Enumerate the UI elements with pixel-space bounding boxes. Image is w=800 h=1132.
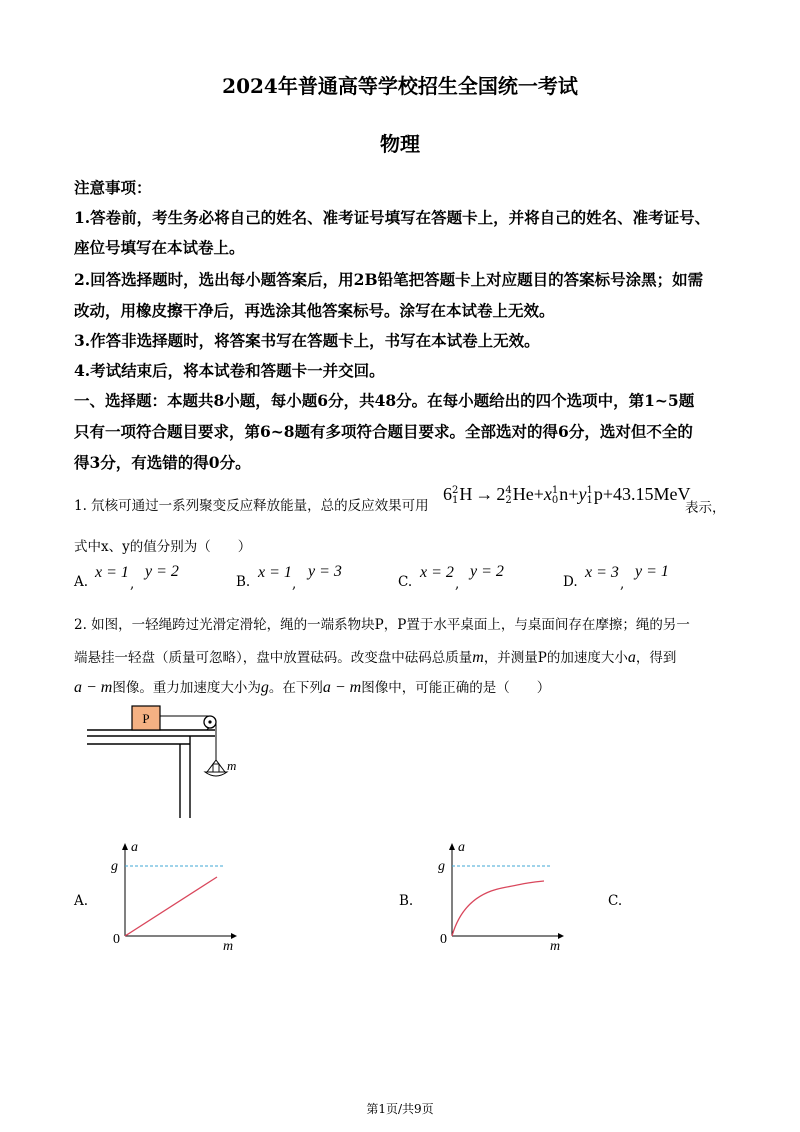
- q1-option-d-comma: ,: [620, 576, 625, 592]
- notice-item-2-line-1: 2.回答选择题时，选出每小题答案后，用2B铅笔把答题卡上对应题目的答案标号涂黑；如需: [74, 270, 704, 289]
- g-label: g: [111, 859, 118, 874]
- q2-line-1: 2. 如图，一轻绳跨过光滑定滑轮，绳的一端系物块P，P置于水平桌面上，与桌面间存在摩擦；绳的另一: [74, 617, 690, 633]
- q1-suffix: 表示，: [685, 500, 726, 516]
- q1-option-a-label: A.: [74, 574, 89, 590]
- pan-icon: [205, 772, 227, 776]
- axis-y-label: a: [131, 840, 138, 855]
- q1-option-b-comma: ,: [292, 576, 297, 592]
- section-1-line-2: 只有一项符合题目要求，第6~8题有多项符合题目要求。全部选对的得6分，选对但不全的: [74, 422, 693, 441]
- q1-option-c-x: x = 2: [420, 564, 454, 581]
- q2-pulley-figure: [85, 700, 265, 825]
- notice-heading: 注意事项：: [74, 178, 152, 197]
- q1-option-a-y: y = 2: [145, 563, 179, 580]
- block-p-label: P: [142, 711, 150, 726]
- notice-item-3: 3.作答非选择题时，将答案书写在答题卡上，书写在本试卷上无效。: [74, 331, 540, 350]
- q1-option-a-x: x = 1: [95, 564, 129, 581]
- q1-option-d-label: D.: [563, 574, 578, 590]
- q2-graph-b: [432, 838, 567, 953]
- q1-option-c-label: C.: [398, 574, 413, 590]
- q1-prefix: 1. 氘核可通过一系列聚变反应释放能量，总的反应效果可用: [74, 498, 429, 514]
- weight-icon: [213, 764, 219, 772]
- section-1-line-3: 得3分，有选错的得0分。: [74, 453, 251, 472]
- q1-line-2: 式中x、y的值分别为（ ）: [74, 539, 252, 555]
- g-label: g: [438, 859, 445, 874]
- q2-option-a-label: A.: [74, 893, 89, 909]
- notice-item-2-line-2: 改动，用橡皮擦干净后，再选涂其他答案标号。涂写在本试卷上无效。: [74, 301, 555, 320]
- axis-y-label: a: [458, 840, 465, 855]
- q1-option-d-y: y = 1: [635, 563, 669, 580]
- q1-option-d-x: x = 3: [585, 564, 619, 581]
- q1-option-b-label: B.: [236, 574, 251, 590]
- notice-item-1-line-2: 座位号填写在本试卷上。: [74, 238, 245, 257]
- q2-line-3: a − m图像。重力加速度大小为g。在下列a − m图像中，可能正确的是（ ）: [74, 679, 551, 696]
- subject-title: 物理: [380, 132, 420, 156]
- linear-curve: [125, 877, 217, 936]
- exam-title: 2024年普通高等学校招生全国统一考试: [222, 74, 578, 98]
- axis-x-label: m: [550, 939, 561, 953]
- q2-line-2: 端悬挂一轻盘（质量可忽略），盘中放置砝码。改变盘中砝码总质量m，并测量P的加速度大小a，得到: [74, 649, 677, 666]
- origin-label: 0: [440, 932, 447, 947]
- page-number: 第1页/共9页: [366, 1102, 434, 1116]
- origin-label: 0: [113, 932, 120, 947]
- q2-option-c-label: C.: [608, 893, 623, 909]
- q1-option-b-y: y = 3: [308, 563, 342, 580]
- q1-option-c-comma: ,: [455, 576, 460, 592]
- q2-option-b-label: B.: [399, 893, 414, 909]
- q1-equation: 62 1H → 24 2He+x1 0n+y1 1p+43.15MeV: [443, 484, 691, 506]
- q1-option-a-comma: ,: [130, 576, 135, 592]
- saturating-curve: [452, 881, 544, 936]
- notice-item-1-line-1: 1.答卷前，考生务必将自己的姓名、准考证号填写在答题卡上，并将自己的姓名、准考证号、: [74, 208, 711, 227]
- q1-option-b-x: x = 1: [258, 564, 292, 581]
- mass-label: m: [227, 758, 237, 773]
- section-1-line-1: 一、选择题：本题共8小题，每小题6分，共48分。在每小题给出的四个选项中，第1~5题: [74, 391, 695, 410]
- axis-x-label: m: [223, 939, 234, 953]
- q2-graph-a: [105, 838, 240, 953]
- notice-item-4: 4.考试结束后，将本试卷和答题卡一并交回。: [74, 361, 385, 380]
- q1-option-c-y: y = 2: [470, 563, 504, 580]
